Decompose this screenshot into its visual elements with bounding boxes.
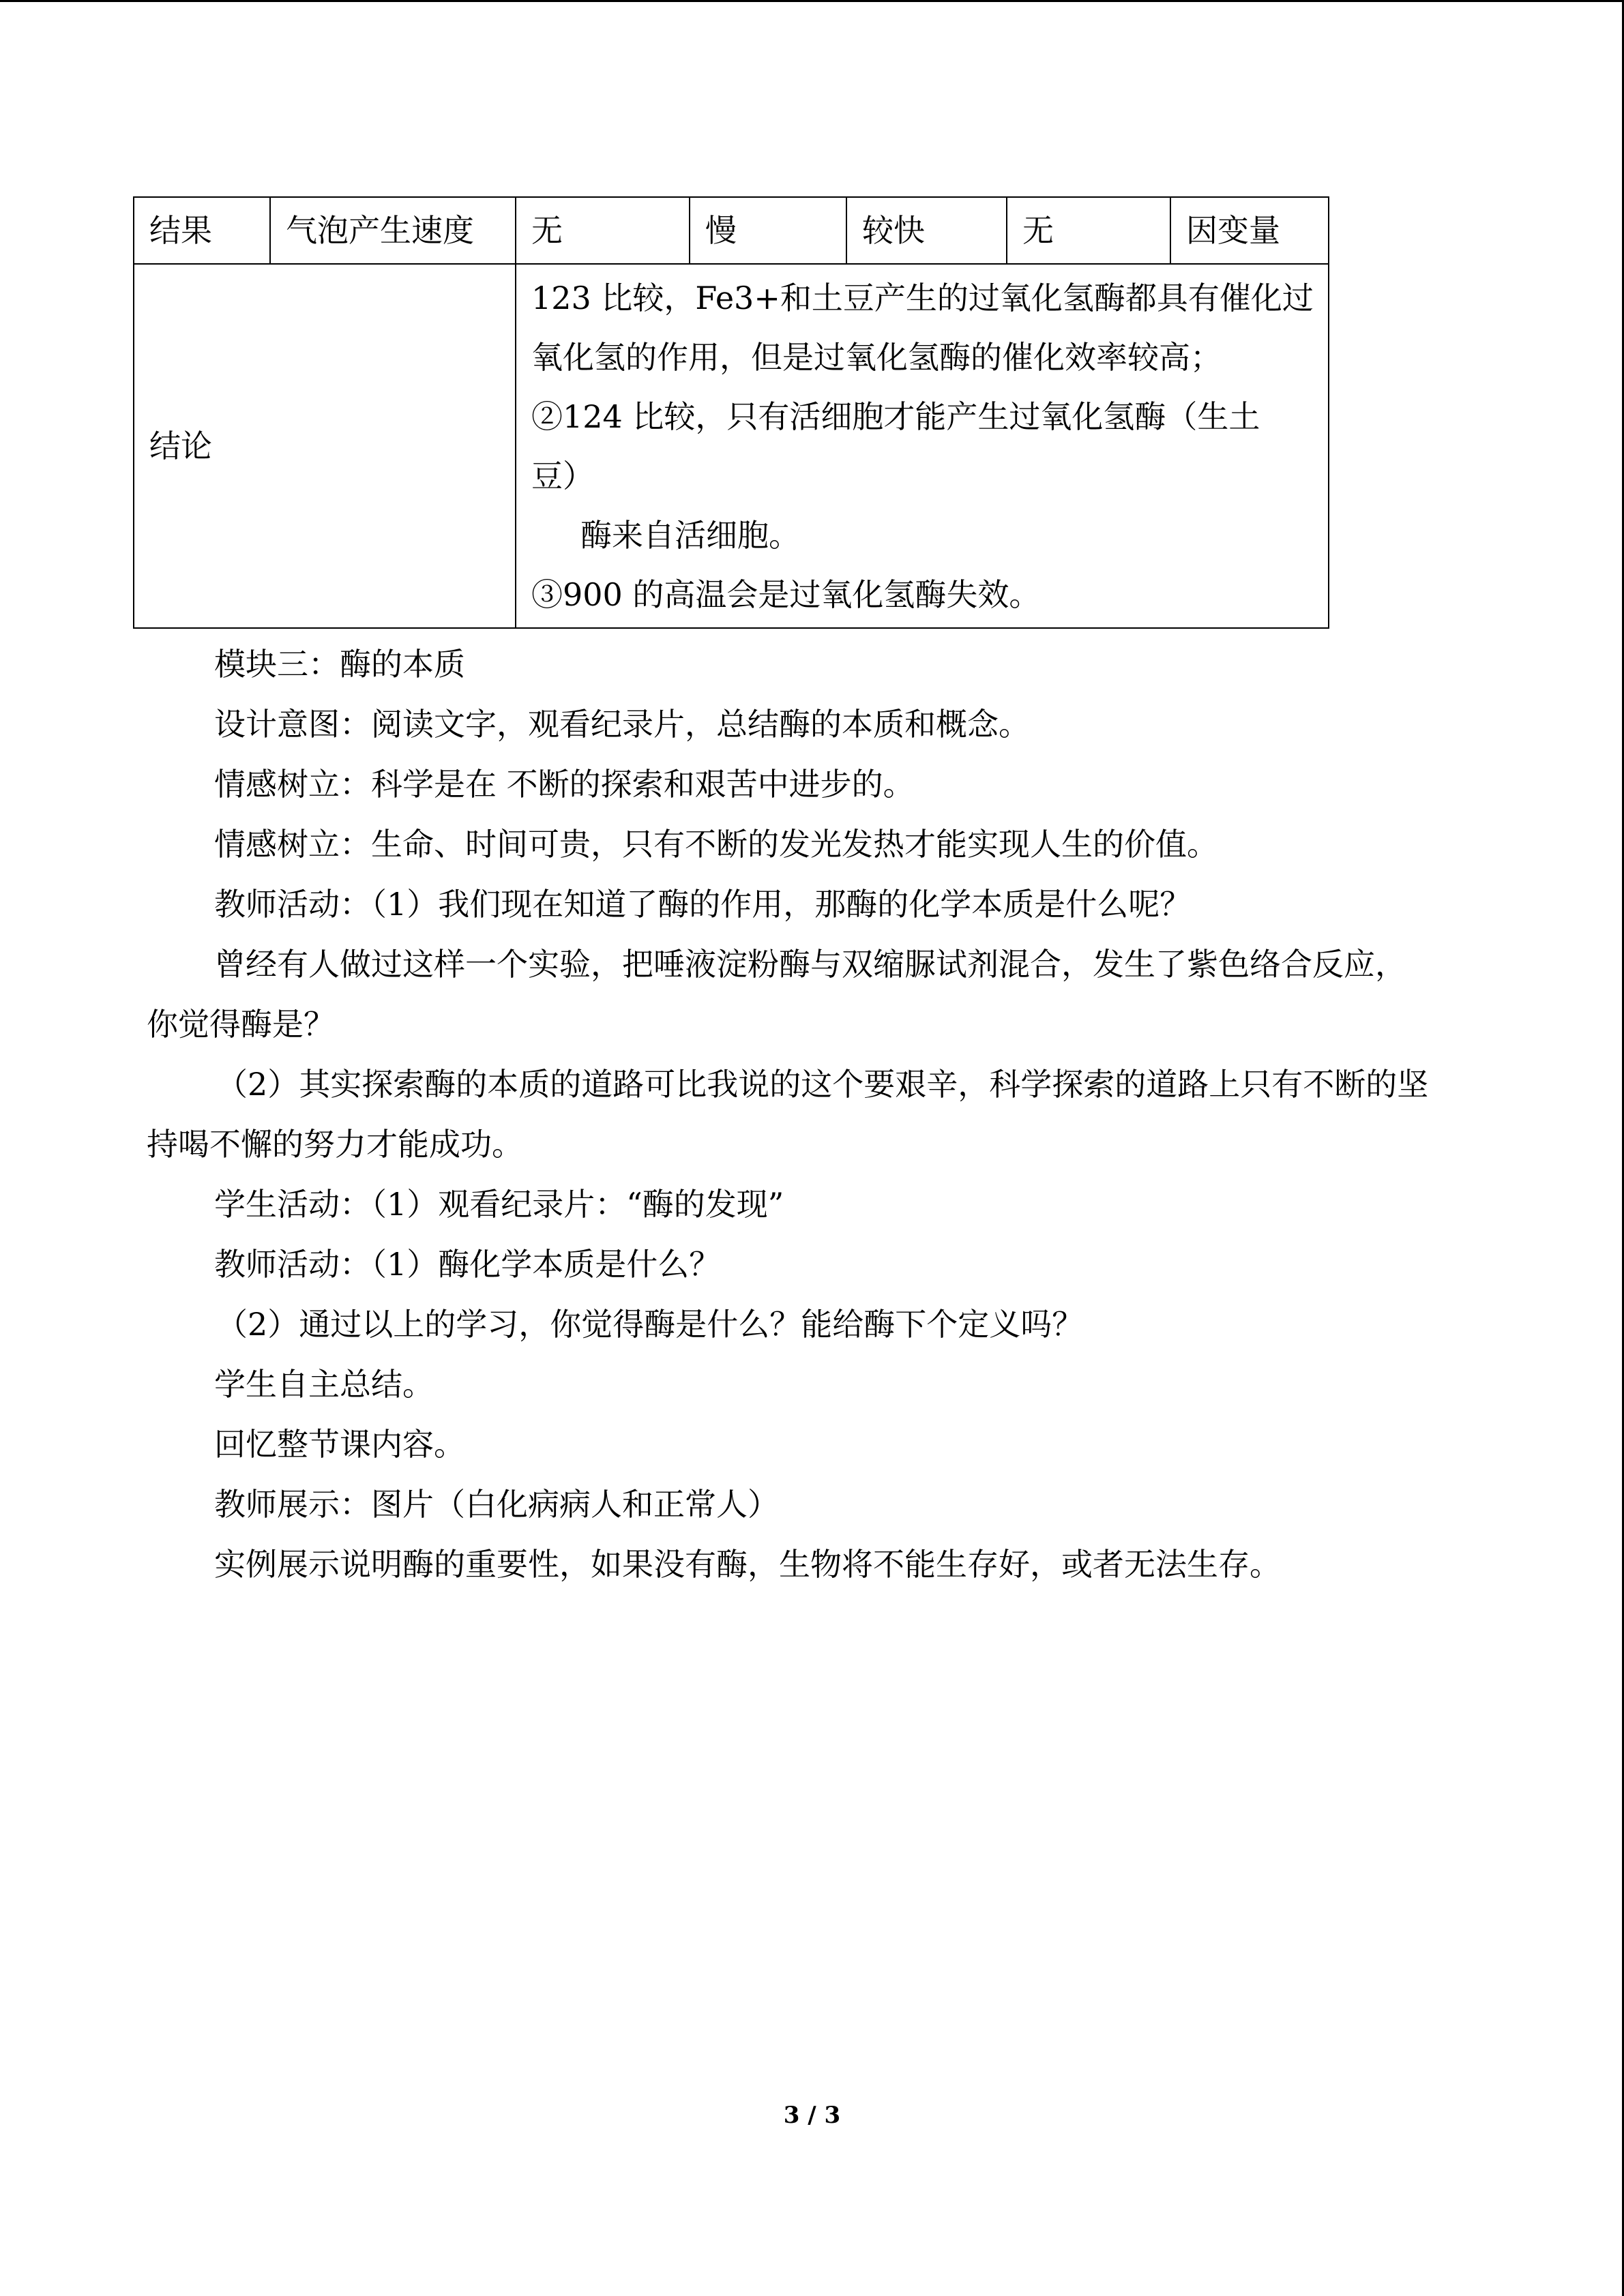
conclusion-line-4: 豆） xyxy=(531,458,594,494)
conclusion-body-cell xyxy=(516,264,1329,628)
conclusion-label-cell: 结论 xyxy=(134,264,516,628)
conclusion-line-5: 酶来自活细胞。 xyxy=(580,517,800,554)
experiment-paragraph-continued: 你觉得酶是？ xyxy=(147,1006,335,1043)
module-heading: 模块三：酶的本质 xyxy=(214,646,465,683)
teacher-activity-paragraph-2: 教师活动：（1）酶化学本质是什么？ xyxy=(214,1246,721,1283)
result-row xyxy=(134,197,1329,264)
top-border-line xyxy=(0,0,1624,2)
definition-question-paragraph: （2）通过以上的学习，你觉得酶是什么？能给酶下个定义吗？ xyxy=(216,1306,1084,1343)
result-value-cell-1: 无 xyxy=(516,197,690,264)
review-paragraph: 回忆整节课内容。 xyxy=(214,1426,465,1463)
student-activity-paragraph: 学生活动：（1）观看纪录片：“酶的发现” xyxy=(214,1186,784,1223)
experiment-table xyxy=(133,196,1329,629)
result-value-cell-4: 无 xyxy=(1007,197,1170,264)
conclusion-row xyxy=(134,264,1329,628)
result-variable-cell: 因变量 xyxy=(1170,197,1329,264)
conclusion-line-6: ③900 的高温会是过氧化氢酶失效。 xyxy=(531,576,1041,613)
emotion-paragraph-1: 情感树立：科学是在 不断的探索和艰苦中进步的。 xyxy=(214,766,915,803)
conclusion-line-3: ②124 比较，只有活细胞才能产生过氧化氢酶（生土 xyxy=(531,398,1260,435)
exploration-paragraph-continued: 持喝不懈的努力才能成功。 xyxy=(147,1126,523,1163)
teacher-activity-paragraph-1: 教师活动：（1）我们现在知道了酶的作用，那酶的化学本质是什么呢？ xyxy=(214,886,1192,923)
page-number: 3 / 3 xyxy=(783,2102,841,2129)
teacher-display-paragraph: 教师展示：图片（白化病病人和正常人） xyxy=(214,1486,779,1523)
result-label-cell: 结果 xyxy=(134,197,270,264)
body-text xyxy=(147,634,1483,1594)
example-paragraph: 实例展示说明酶的重要性，如果没有酶，生物将不能生存好，或者无法生存。 xyxy=(214,1546,1281,1583)
experiment-paragraph: 曾经有人做过这样一个实验，把唾液淀粉酶与双缩脲试剂混合，发生了紫色络合反应， xyxy=(214,946,1406,983)
emotion-paragraph-2: 情感树立：生命、时间可贵，只有不断的发光发热才能实现人生的价值。 xyxy=(214,826,1218,863)
student-summary-paragraph: 学生自主总结。 xyxy=(214,1366,434,1403)
result-value-cell-3: 较快 xyxy=(846,197,1007,264)
design-intent-paragraph: 设计意图：阅读文字，观看纪录片，总结酶的本质和概念。 xyxy=(214,706,1030,743)
exploration-paragraph: （2）其实探索酶的本质的道路可比我说的这个要艰辛，科学探索的道路上只有不断的坚 xyxy=(216,1066,1429,1103)
conclusion-line-1: 123 比较，Fe3+和土豆产生的过氧化氢酶都具有催化过 xyxy=(531,280,1314,316)
result-metric-cell: 气泡产生速度 xyxy=(270,197,516,264)
conclusion-line-2: 氧化氢的作用，但是过氧化氢酶的催化效率较高； xyxy=(531,339,1222,376)
result-value-cell-2: 慢 xyxy=(690,197,846,264)
